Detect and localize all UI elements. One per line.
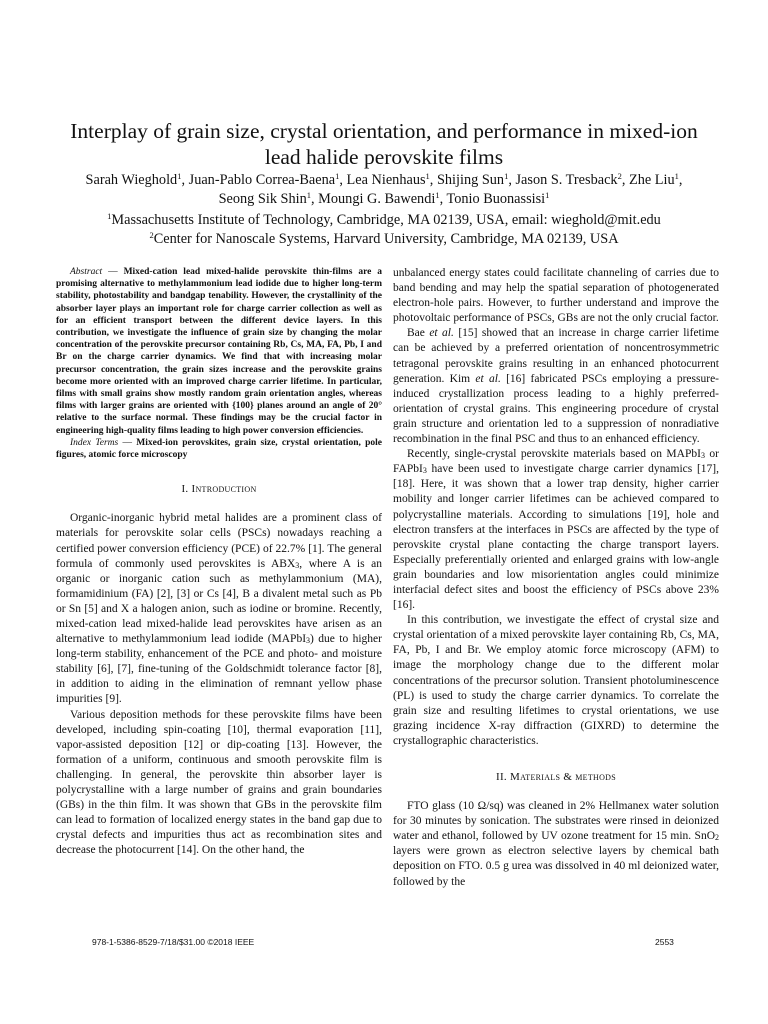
abstract <box>56 266 382 461</box>
page-number: 2553 <box>655 937 674 947</box>
right-column <box>393 266 719 890</box>
body-paragraph: FTO glass (10 Ω/sq) was cleaned in 2% Hellmanex water solution for 30 minutes by sonication. The substrates were rinsed in deionized water and ethanol, followed by UV ozone treatment for 15 min. SnO$_2$ layers were grown as electron selective layers by chemical bath deposition on FTO. 0.5 g urea was dissolved in 40 ml deionized water, followed by the <box>393 800 719 888</box>
author-list <box>40 171 728 209</box>
section-heading-methods: II. Materials & methods <box>495 771 617 783</box>
paper-title: Interplay of grain size, crystal orientation, and performance in mixed-ion lead halide perovskite films <box>70 119 698 169</box>
left-column <box>56 266 382 859</box>
author: Shijing Sun$^1$, <box>436 171 516 188</box>
copyright-footer: 978-1-5386-8529-7/18/$31.00 ©2018 IEEE <box>92 937 255 947</box>
author: Zhe Liu$^1$, <box>628 171 683 188</box>
section-heading-introduction: I. Introduction <box>181 483 257 496</box>
author: Sarah Wieghold$^1$, <box>85 171 189 188</box>
affiliation-list <box>40 211 728 249</box>
affiliation: $^2$Center for Nanoscale Systems, Harvard University, Cambridge, MA 02139, USA <box>149 230 619 247</box>
author: Tonio Buonassisi$^1$ <box>446 190 550 207</box>
abstract-paragraph: Abstract — Mixed-cation lead mixed-halide perovskite thin-films are a promising alternative to methylammonium lead iodide due to higher long-term stability, photostability and bandgap tenability. However, the crystallinity of the absorber layer plays an important role for charge carrier collection as well as for an efficient transport between the different device layers. In this contribution, we investigate the influence of grain size by changing the molar concentration of the perovskite precursor containing Rb, Cs, MA, FA, Pb, I and Br on the charge carrier dynamics. We find that with increasing molar precursor concentration, the grain sizes increase and the perovskite grains become more oriented with an improved charge carrier lifetime. In particular, films with small grains show mostly random grain orientation angles, whereas films with larger grains are oriented with {100} planes around an angle of 20° relative to the surface normal. These findings may be the crucial factor in engineering high-quality films leading to high power conversion efficiencies. <box>56 267 383 436</box>
author: Jason S. Tresback$^2$, <box>515 171 629 188</box>
body-paragraph: In this contribution, we investigate the effect of crystal size and crystal orientation of a mixed perovskite layer containing Rb, Cs, MA, FA, Pb, I and Br. We employ atomic force microscopy (AFM) to image the morphology change due to the different molar concentrations of the precursor solution. Transient photoluminescence (PL) is used to study the charge carrier dynamics. To correlate the grain size and resulting lifetimes to crystal orientations, we use grazing incidence X-ray diffraction (GIXRD) to determine the crystallographic characteristics. <box>393 614 719 747</box>
author: Seong Sik Shin$^1$, <box>218 190 319 207</box>
affiliation: $^1$Massachusetts Institute of Technology, Cambridge, MA 02139, USA, email: wieghold@mit.edu <box>107 211 661 228</box>
body-paragraph: Organic-inorganic hybrid metal halides are a prominent class of materials for perovskite solar cells (PSCs) nowadays reaching a certified power conversion efficiency (PCE) of 22.7% [1]. The general formula of commonly used perovskites is $ABX_3$, where A is an organic or inorganic cation such as methylammonium (MA), formamidinium (FA) [2], [3] or Cs [4], B a divalent metal such as Pb or Sn [5] and X a halogen anion, such as iodine or bromine. Recently, mixed-cation lead mixed-halide lead perovskites have arisen as an alternative to methylammonium lead iodide (MAPbI$_3$) due to higher long-term stability, enhancement of the PCE and photo- and moisture stability [6], [7], fine-tuning of the Goldschmidt tolerance factor [8], in addition to aiding in the elimination of remnant yellow phase impurities [9]. <box>56 512 383 706</box>
index-terms: Index Terms — Mixed-ion perovskites, grain size, crystal orientation, pole figures, atomic force microscopy <box>56 437 383 461</box>
body-paragraph: Various deposition methods for these perovskite films have been developed, including spin-coating [10], thermal evaporation [11], vapor-assisted deposition [12] or dip-coating [13]. However, the formation of a uniform, continuous and smooth perovskite film is challenging. In general, the perovskite thin absorber layer is polycrystalline with a large number of grains and grain boundaries (GBs) in the thin film. It was shown that GBs in the perovskite film can lead to formation of localized energy states in the band gap due to crystal defects and impurities thus act as recombination sites and decrease the photocurrent [14]. On the other hand, the <box>56 708 382 857</box>
body-paragraph: Recently, single-crystal perovskite materials based on MAPbI$_3$ or FAPbI$_3$ have been used to investigate charge carrier dynamics [17], [18]. Here, it was shown that a lower trap density, higher carrier mobility and longer carrier lifetimes can be achieved compared to polycrystalline materials. According to simulations [19], hole and electron transfers at the interfaces in PSCs are affected by the type of perovskite crystal plane contacting the charge transport layers. Especially preferentially oriented and enlarged grains with low-angle grain boundaries and low misorientation angles could minimize interfacial defect sites and boost the efficiency of PSCs above 23% [16]. <box>393 448 719 612</box>
body-paragraph: unbalanced energy states could facilitate channeling of carries due to band bending and may help the spatial separation of photogenerated electron-hole pairs. However, to further understand and improve the photovoltaic performance of PSCs, GBs are not the only crucial factor. <box>393 267 719 325</box>
author: Juan-Pablo Correa-Baena$^1$, <box>188 171 347 188</box>
author: Moungi G. Bawendi$^1$, <box>318 190 447 207</box>
author: Lea Nienhaus$^1$, <box>346 171 437 188</box>
body-paragraph: Bae et al. [15] showed that an increase in charge carrier lifetime can be achieved by a preferred orientation of noncentrosymmetric tetragonal perovskite grains resulting in an enhanced photocurrent generation. Kim et al. [16] fabricated PSCs employing a pressure-induced crystallization process leading to a highly preferred-orientation of crystal grains. This engineering procedure of crystal grain structure and orientation led to a suppression of nonradiative recombination in the final PSC and thus to an enhanced efficiency. <box>393 327 720 446</box>
